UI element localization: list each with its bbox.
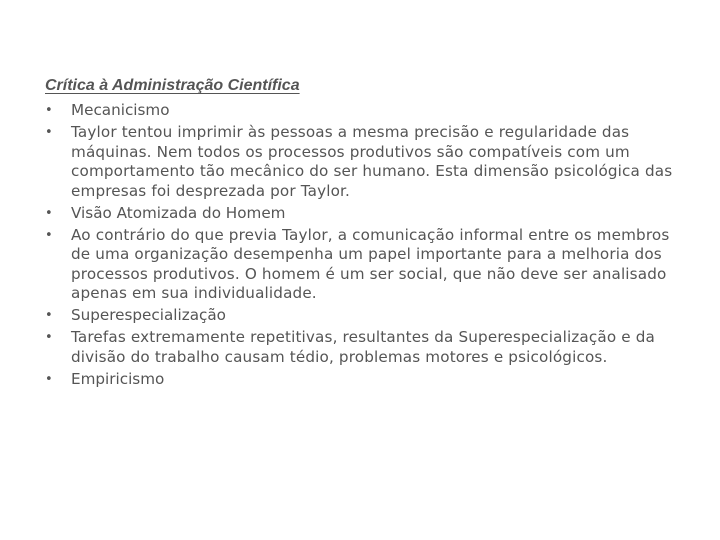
bullet-text: Superespecialização (71, 306, 226, 324)
bullet-text: Taylor tentou imprimir às pessoas a mesma precisão e regularidade das máquinas. Nem todos os processos produtivos são compatíveis com um comportamento tão mecânico do ser humano. Esta dimensão psicológica das empresas foi desprezada por Taylor. (71, 123, 673, 200)
bullet-item (45, 101, 685, 121)
bullet-icon: • (45, 205, 53, 221)
bullet-item (45, 370, 685, 390)
bullet-item (45, 328, 685, 367)
bullet-icon: • (45, 103, 53, 118)
bullet-item (45, 306, 685, 326)
bullet-text: Mecanicismo (71, 101, 170, 119)
slide-title: Crítica à Administração Científica (45, 77, 300, 94)
bullet-item (45, 226, 685, 304)
bullet-item (45, 123, 685, 201)
bullet-icon: • (45, 308, 53, 323)
bullet-item (45, 204, 685, 224)
bullet-icon: • (45, 371, 53, 387)
bullet-text: Visão Atomizada do Homem (71, 203, 286, 222)
bullet-text: Tarefas extremamente repetitivas, resultantes da Superespecialização e da divisão do trabalho causam tédio, problemas motores e psicológicos. (71, 328, 655, 366)
bullet-icon: • (45, 330, 53, 345)
bullet-text: Empiricismo (71, 369, 165, 388)
bullet-icon: • (45, 125, 53, 140)
bullet-list (45, 101, 685, 392)
bullet-text: Ao contrário do que previa Taylor, a comunicação informal entre os membros de uma organização desempenha um papel importante para a melhoria dos processos produtivos. O homem é um ser social, que não deve ser analisado apenas em sua individualidade. (71, 225, 670, 302)
bullet-icon: • (45, 227, 53, 243)
